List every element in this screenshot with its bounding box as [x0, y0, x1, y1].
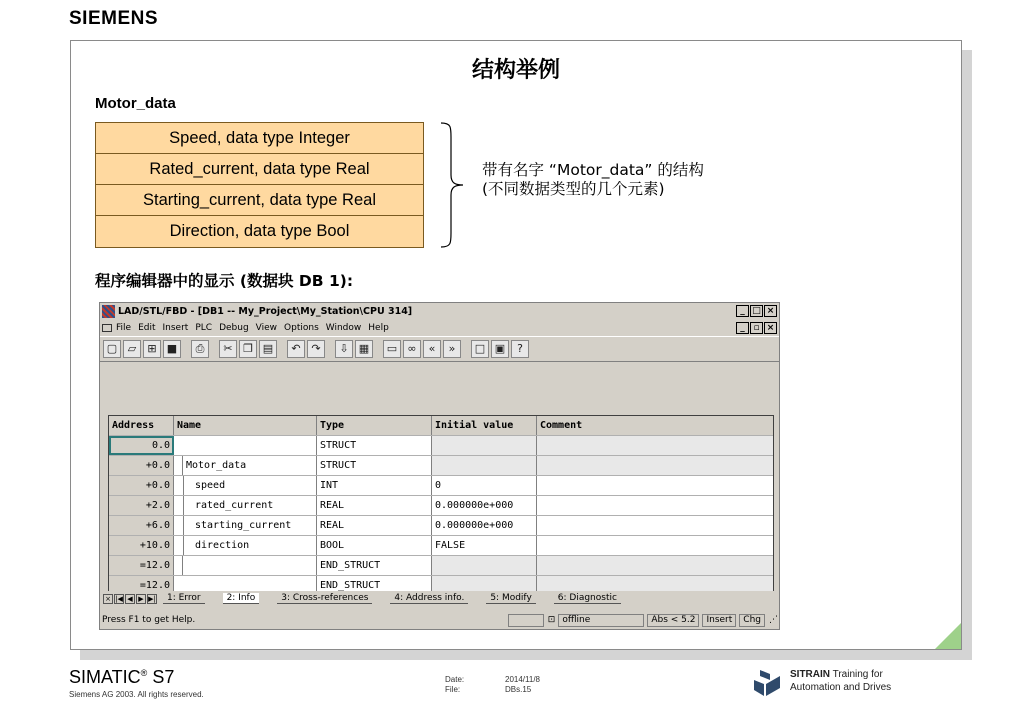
doc-close-icon[interactable]: × — [764, 322, 777, 334]
status-mode: offline — [558, 614, 644, 627]
menu-file[interactable]: File — [116, 323, 132, 333]
overview-icon[interactable]: ▣ — [491, 340, 509, 358]
block-icon[interactable]: ▭ — [383, 340, 401, 358]
document-menu-icon[interactable] — [102, 324, 112, 332]
footer-sitrain: SITRAIN Training for Automation and Drives — [790, 669, 892, 693]
cell-address[interactable]: =12.0 — [109, 576, 174, 595]
status-insert: Insert — [702, 614, 736, 627]
table-row[interactable] — [109, 516, 773, 536]
next-icon[interactable]: » — [443, 340, 461, 358]
cell-initial-value[interactable] — [432, 436, 537, 455]
table-row[interactable] — [109, 456, 773, 476]
footer-date-file: Date: 2014/11/8 File: DBs.15 — [445, 675, 540, 694]
cell-address[interactable]: +10.0 — [109, 536, 174, 555]
maximize-icon[interactable]: □ — [750, 305, 763, 317]
accessible-nodes-icon[interactable]: ⊞ — [143, 340, 161, 358]
tab-diagnostic[interactable]: 6: Diagnostic — [554, 593, 621, 604]
sitrain-logo-icon — [752, 668, 782, 698]
help-pointer-icon[interactable]: ? — [511, 340, 529, 358]
cell-comment[interactable] — [537, 496, 773, 515]
print-icon[interactable]: ⎙ — [191, 340, 209, 358]
struct-row: Starting_current, data type Real — [96, 185, 423, 216]
cell-type[interactable]: STRUCT — [317, 456, 432, 475]
paste-icon[interactable]: ▤ — [259, 340, 277, 358]
cell-comment[interactable] — [537, 536, 773, 555]
header-type[interactable]: Type — [317, 416, 432, 435]
footer-product: SIMATIC® S7 — [69, 667, 175, 687]
details-tabs — [103, 593, 639, 604]
copy-icon[interactable]: ❐ — [239, 340, 257, 358]
cell-address[interactable]: +0.0 — [109, 456, 174, 475]
tab-address-info[interactable]: 4: Address info. — [390, 593, 468, 604]
window-titlebar[interactable] — [100, 303, 779, 320]
cell-type[interactable]: INT — [317, 476, 432, 495]
struct-row: Rated_current, data type Real — [96, 154, 423, 185]
db-table — [108, 415, 774, 599]
open-icon[interactable]: ▱ — [123, 340, 141, 358]
struct-table — [95, 122, 424, 248]
motor-data-label: Motor_data — [95, 95, 176, 112]
slide — [70, 40, 962, 650]
window-controls — [736, 305, 777, 317]
header-address[interactable]: Address — [109, 416, 174, 435]
cell-comment[interactable] — [537, 556, 773, 575]
cell-name[interactable] — [174, 556, 317, 575]
cell-initial-value[interactable]: 0 — [432, 476, 537, 495]
struct-description — [482, 161, 704, 199]
cell-address[interactable]: =12.0 — [109, 556, 174, 575]
window-bottom — [100, 591, 779, 629]
cell-name[interactable]: starting_current — [174, 516, 317, 535]
first-tab-icon[interactable]: |◀ — [115, 594, 123, 603]
prev-icon[interactable]: « — [423, 340, 441, 358]
redo-icon[interactable]: ↷ — [307, 340, 325, 358]
last-tab-icon[interactable]: ▶| — [148, 594, 156, 603]
menu-view[interactable]: View — [255, 323, 278, 333]
desc-line-2: (不同数据类型的几个元素) — [482, 180, 665, 198]
save-icon[interactable]: ■ — [163, 340, 181, 358]
tab-info[interactable]: 2: Info — [223, 593, 260, 604]
doc-minimize-icon[interactable]: _ — [736, 322, 749, 334]
cell-comment[interactable] — [537, 516, 773, 535]
cell-type[interactable]: END_STRUCT — [317, 576, 432, 595]
cell-initial-value[interactable]: 0.000000e+000 — [432, 516, 537, 535]
close-details-icon[interactable]: × — [103, 594, 113, 604]
prev-tab-icon[interactable]: ◀ — [125, 594, 135, 604]
window-icon[interactable]: □ — [471, 340, 489, 358]
struct-row: Speed, data type Integer — [96, 123, 423, 154]
footer-copyright: Siemens AG 2003. All rights reserved. — [69, 690, 204, 699]
desc-line-1: 带有名字 “Motor_data” 的结构 — [482, 161, 704, 179]
doc-restore-icon[interactable]: ▫ — [750, 322, 763, 334]
cell-comment[interactable] — [537, 456, 773, 475]
siemens-logo: SIEMENS — [69, 8, 159, 29]
status-help: Press F1 to get Help. — [102, 615, 196, 625]
table-header — [109, 416, 773, 436]
cut-icon[interactable]: ✂ — [219, 340, 237, 358]
cell-initial-value[interactable] — [432, 456, 537, 475]
cell-initial-value[interactable]: FALSE — [432, 536, 537, 555]
cell-name[interactable]: rated_current — [174, 496, 317, 515]
download-icon[interactable]: ⇩ — [335, 340, 353, 358]
close-icon[interactable]: × — [764, 305, 777, 317]
menu-edit[interactable]: Edit — [138, 323, 156, 333]
header-comment[interactable]: Comment — [540, 420, 583, 431]
app-icon — [102, 305, 115, 318]
cell-address[interactable]: +0.0 — [109, 476, 174, 495]
cell-type[interactable]: REAL — [317, 516, 432, 535]
undo-icon[interactable]: ↶ — [287, 340, 305, 358]
tab-error[interactable]: 1: Error — [163, 593, 205, 604]
resize-grip-icon[interactable]: ⋰ — [769, 615, 778, 625]
table-row[interactable] — [109, 436, 773, 456]
cell-comment[interactable] — [537, 476, 773, 495]
table-row[interactable] — [109, 496, 773, 516]
brace-icon — [439, 121, 469, 249]
cell-comment[interactable] — [537, 436, 773, 455]
status-empty — [508, 614, 544, 627]
tab-nav — [103, 594, 157, 604]
toolbar — [100, 336, 779, 362]
monitor-icon[interactable]: ▦ — [355, 340, 373, 358]
cell-type[interactable]: BOOL — [317, 536, 432, 555]
slide-title: 结构举例 — [471, 58, 560, 83]
menu-help[interactable]: Help — [368, 323, 389, 333]
cell-address[interactable]: +2.0 — [109, 496, 174, 515]
new-icon[interactable]: ▢ — [103, 340, 121, 358]
cell-name[interactable]: Motor_data — [174, 456, 317, 475]
editor-window — [99, 302, 780, 630]
cell-name[interactable] — [174, 436, 317, 455]
menu-options[interactable]: Options — [284, 323, 319, 333]
table-row[interactable] — [109, 476, 773, 496]
menu-plc[interactable]: PLC — [195, 323, 213, 333]
cell-initial-value[interactable] — [432, 556, 537, 575]
minimize-icon[interactable]: _ — [736, 305, 749, 317]
cell-type[interactable]: END_STRUCT — [317, 556, 432, 575]
window-title: LAD/STL/FBD - [DB1 -- My_Project\My_Station\CPU 314] — [118, 306, 413, 317]
menu-debug[interactable]: Debug — [219, 323, 249, 333]
cell-name[interactable]: direction — [174, 536, 317, 555]
cell-type[interactable]: STRUCT — [317, 436, 432, 455]
cell-type[interactable]: REAL — [317, 496, 432, 515]
header-name[interactable]: Name — [174, 416, 317, 435]
corner-decoration — [935, 623, 961, 649]
tab-cross-references[interactable]: 3: Cross-references — [277, 593, 372, 604]
network-icon: ⊡ — [547, 615, 556, 625]
cell-address[interactable]: 0.0 — [109, 436, 174, 455]
table-row[interactable] — [109, 556, 773, 576]
cell-address[interactable]: +6.0 — [109, 516, 174, 535]
doc-window-controls — [736, 322, 777, 334]
next-tab-icon[interactable]: ▶ — [136, 594, 146, 604]
menu-insert[interactable]: Insert — [162, 323, 189, 333]
table-row[interactable] — [109, 536, 773, 556]
display-label: 程序编辑器中的显示 (数据块 DB 1): — [95, 272, 354, 290]
header-initial-value[interactable]: Initial value — [432, 416, 537, 435]
menu-window[interactable]: Window — [325, 323, 362, 333]
statusbar — [102, 613, 778, 627]
struct-row: Direction, data type Bool — [96, 216, 423, 247]
tab-modify[interactable]: 5: Modify — [486, 593, 535, 604]
glasses-icon[interactable]: ∞ — [403, 340, 421, 358]
status-abs: Abs < 5.2 — [647, 614, 699, 627]
cell-initial-value[interactable]: 0.000000e+000 — [432, 496, 537, 515]
status-chg: Chg — [739, 614, 765, 627]
cell-name[interactable]: speed — [174, 476, 317, 495]
menubar — [100, 320, 779, 336]
